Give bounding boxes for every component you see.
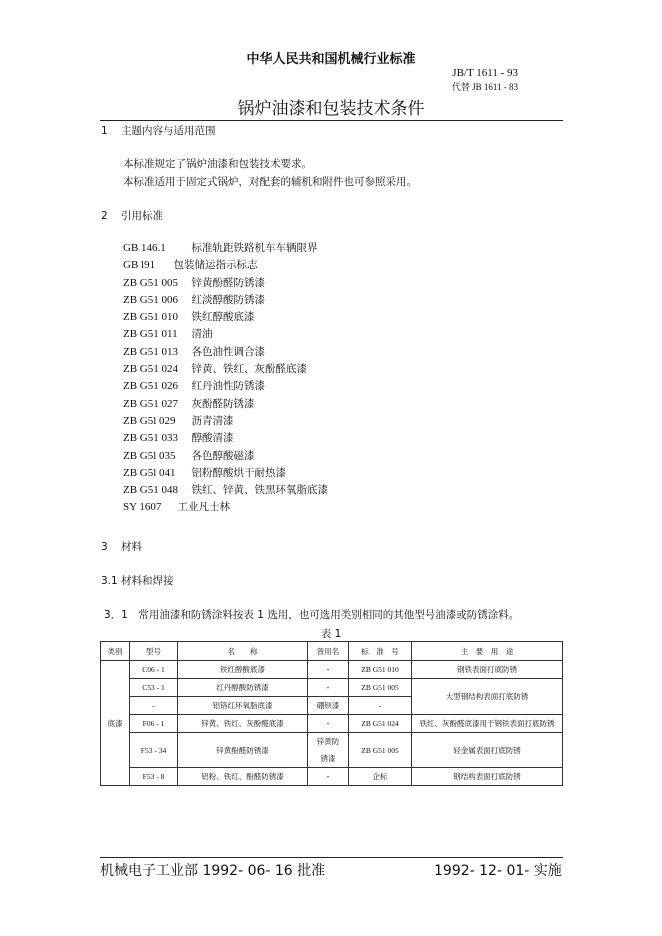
table-header-cell: 主 要 用 途 [412, 642, 563, 661]
reference-item: GB l91 包装储运指示标志 [123, 259, 258, 272]
table-row [101, 733, 563, 768]
table-cell: - [349, 697, 412, 715]
section-title: 材料 [121, 541, 142, 553]
table-cell: 锌黄防锈漆 [308, 733, 349, 768]
section-title: 引用标准 [121, 210, 163, 222]
table-cell: - [308, 679, 349, 697]
table-cell: 企标 [349, 768, 412, 786]
subsection-3-1-heading: 3.1 材料和焊接 [101, 575, 174, 587]
table-cell: F53 - 34 [130, 733, 178, 768]
table-cell: ZB G51 010 [349, 661, 412, 679]
reference-item: ZB G51 005 锌黄酚醛防锈漆 [123, 276, 265, 289]
table-cell: - [308, 661, 349, 679]
table-title: 表 1 [320, 628, 342, 640]
table-row [101, 661, 563, 679]
table-cell: 铁红、灰酚醛底漆用于钢铁表面打底防锈 [412, 715, 563, 733]
reference-item: ZB G51 011 清油 [123, 328, 213, 341]
approval-date: 机械电子工业部 1992- 06- 16 批准 [100, 863, 326, 879]
section-number: 1 [101, 125, 108, 137]
reference-item: ZB G51 033 醇酸清漆 [123, 432, 234, 445]
reference-item: ZB G5l 041 铝粉醇酸烘干耐热漆 [123, 466, 286, 479]
table-cell: 锌黄、铁红、灰酚醛底漆 [178, 715, 308, 733]
section-3-heading [101, 539, 142, 554]
paragraph: 本标准规定了锅炉油漆和包装技术要求。 [123, 158, 312, 170]
table-cell: F53 - 8 [130, 768, 178, 786]
table-cell: - [308, 768, 349, 786]
table-cell: 铝铬红环氧脂底漆 [178, 697, 308, 715]
table-cell: C53 - 1 [130, 679, 178, 697]
reference-item: ZB G5l 035 各色醇酸磁漆 [123, 449, 255, 462]
implementation-date: 1992- 12- 01- 实施 [434, 863, 562, 879]
table-cell: 锌黄酚醛防锈漆 [178, 733, 308, 768]
table-cell: 钢结构表面打底防锈 [412, 768, 563, 786]
footer-rule [100, 857, 563, 858]
table-header-row [101, 642, 563, 661]
category-cell: 底漆 [101, 661, 130, 786]
section-number: 2 [101, 210, 108, 222]
table-cell: 轻金属表面打底防锈 [412, 733, 563, 768]
reference-item: ZB G5l 029 沥青清漆 [123, 414, 234, 427]
table-header-cell: 标 准 号 [349, 642, 412, 661]
reference-item: SY 1607 工业凡士林 [123, 501, 230, 514]
table-cell: ZB G51 005 [349, 733, 412, 768]
table-cell: - [308, 715, 349, 733]
table-header-cell: 名 称 [178, 642, 308, 661]
paragraph: 3．1 常用油漆和防锈涂料按表 1 选用，也可选用类别相同的其他型号油漆或防锈涂料。 [104, 609, 520, 621]
paragraph: 本标准适用于固定式锅炉，对配套的辅机和附件也可参照采用。 [123, 176, 417, 188]
table-cell: F06 - 1 [130, 715, 178, 733]
table-cell: - [130, 697, 178, 715]
replaces-code: 代替 JB 1611 - 83 [451, 82, 518, 92]
reference-item: ZB G51 024 锌黄、铁红、灰酚醛底漆 [123, 363, 307, 376]
section-title: 主题内容与适用范围 [121, 125, 216, 137]
section-number: 3 [101, 541, 108, 553]
title-rule [100, 120, 563, 121]
table-cell: 铝粉、铁红、酚醛防锈漆 [178, 768, 308, 786]
standard-org: 中华人民共和国机械行业标准 [246, 52, 416, 67]
reference-list [123, 240, 328, 517]
paint-table [100, 641, 563, 786]
reference-item: ZB G51 006 红淡醇酸防锈漆 [123, 293, 265, 306]
section-2-heading [101, 208, 163, 223]
table-cell: ZB G51 024 [349, 715, 412, 733]
reference-item: ZB G51 013 各色油性调合漆 [123, 345, 265, 358]
section-1-heading [101, 123, 216, 138]
reference-item: GB 146.1 标准轨距铁路机车车辆限界 [123, 242, 318, 254]
reference-item: ZB G51 010 铁红醇酸底漆 [123, 311, 255, 324]
table-cell: ZB G51 005 [349, 679, 412, 697]
table-header-cell: 曾用名 [308, 642, 349, 661]
reference-item: ZB G51 048 铁红、锌黄、铁黑环氧脂底漆 [123, 484, 328, 497]
table-row [101, 679, 563, 697]
document-title: 锅炉油漆和包装技术条件 [237, 99, 425, 119]
table-header-cell: 型号 [130, 642, 178, 661]
table-cell: 铁红醇酸底漆 [178, 661, 308, 679]
table-cell: C06 - 1 [130, 661, 178, 679]
table-cell: 红丹醇酸防锈漆 [178, 679, 308, 697]
table-cell: 硼钡漆 [308, 697, 349, 715]
table-cell: 大型钢结构表面打底防锈 [412, 679, 563, 715]
table-row [101, 715, 563, 733]
table-cell: 钢铁表面打底防锈 [412, 661, 563, 679]
table-row [101, 768, 563, 786]
reference-item: ZB G51 027 灰酚醛防锈漆 [123, 397, 255, 410]
table-header-cell: 类别 [101, 642, 130, 661]
standard-code: JB/T 1611 - 93 [452, 67, 518, 79]
reference-item: ZB G51 026 红丹油性防锈漆 [123, 380, 265, 393]
